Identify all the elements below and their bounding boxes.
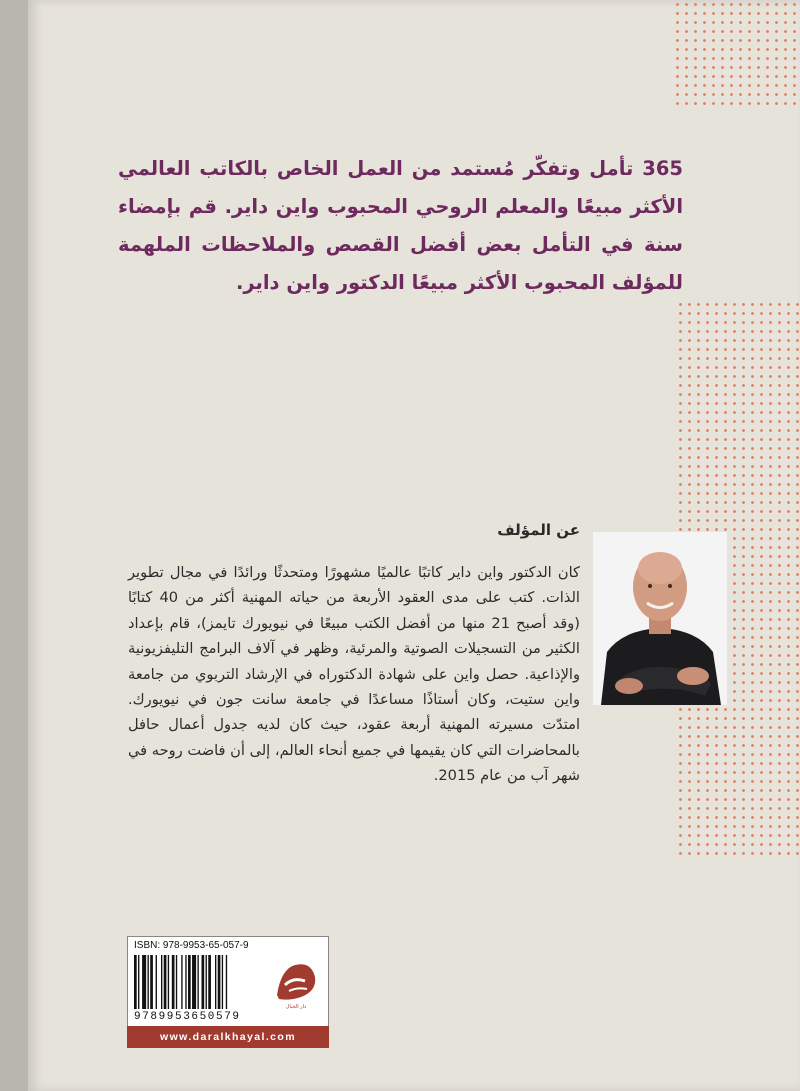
author-bio: كان الدكتور واين داير كاتبًا عالميًا مشهورًا ومتحدثًا ورائدًا في مجال تطوير الذات. كتب على مدى العقود الأربعة من حياته المهنية أكثر من 40 كتابًا (وقد أصبح 21 منها من أفضل الكتب مبيعًا في نيويورك تايمز)، قام بإعداد الكثير من التسجيلات الصوتية والمرئية، وظهر في آلاف البرامج التليفزيونية والإذاعية. حصل واين على شهادة الدكتوراه في الإرشاد التربوي من جامعة واين ستيت، وكان أستاذًا مساعدًا في جامعة سانت جون في نيويورك. امتدّت مسيرته المهنية أربعة عقود، حيث كان لديه جدول أعمال حافل بالمحاضرات التي كان يقيمها في جميع أنحاء العالم، إلى أن فاضت روحه في شهر آب من عام 2015. <box>128 564 580 785</box>
publisher-logo <box>271 955 326 1015</box>
publisher-logo-mark <box>271 955 321 1011</box>
publisher-logo-text: دار الخيال <box>285 1004 307 1010</box>
author-portrait-image <box>593 532 727 705</box>
publisher-url[interactable]: www.daralkhayal.com <box>127 1026 329 1048</box>
barcode-box <box>127 936 329 1028</box>
barcode-number: 9789953650579 <box>134 1011 241 1023</box>
book-blurb: 365 تأمل وتفكّر مُستمد من العمل الخاص بالكاتب العالمي الأكثر مبيعًا والمعلم الروحي المحبوب واين داير. قم بإمضاء سنة في التأمل بعض أفضل القصص والملاحظات الملهمة للمؤلف المحبوب الأكثر مبيعًا الدكتور واين داير. <box>118 157 683 294</box>
about-author-heading: عن المؤلف <box>497 521 580 539</box>
barcode-bars <box>134 955 264 1009</box>
author-photo <box>593 532 727 705</box>
isbn-label: ISBN: 978-9953-65-057-9 <box>134 940 249 951</box>
dot-pattern-top <box>673 0 800 110</box>
back-cover <box>28 0 800 1091</box>
